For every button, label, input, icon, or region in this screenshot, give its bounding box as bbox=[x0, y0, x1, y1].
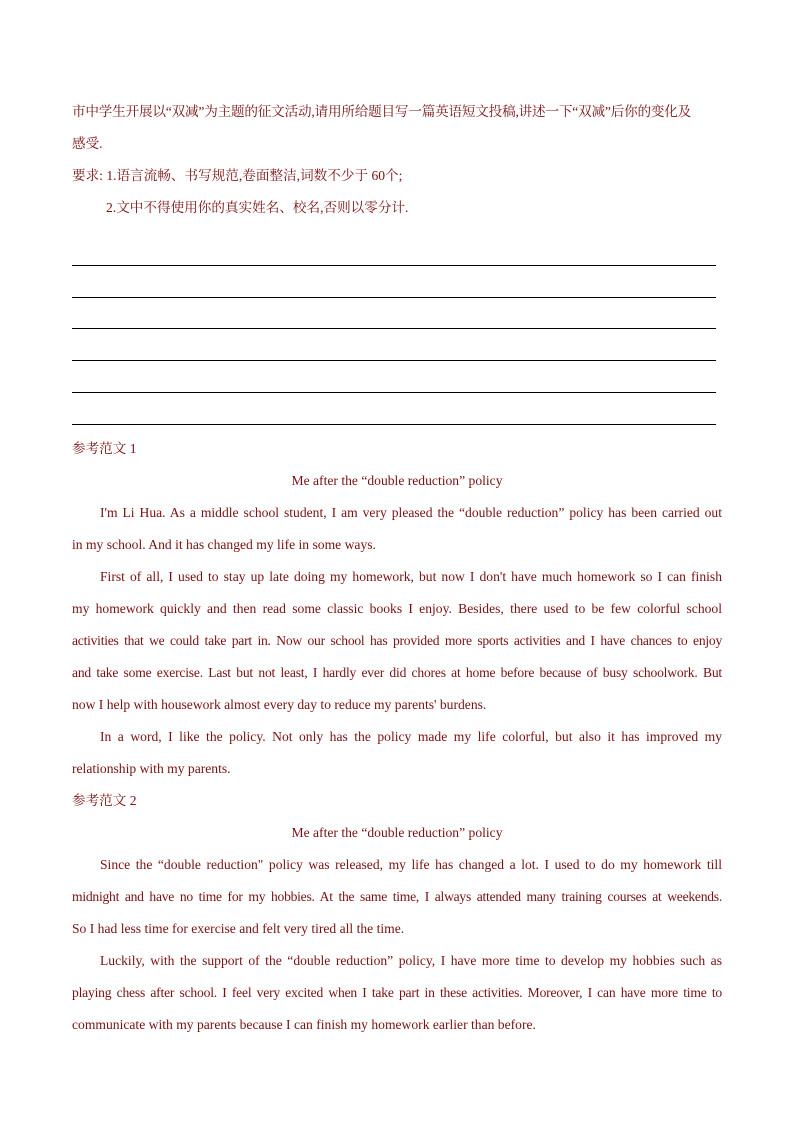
sample-1-line: my homework quickly and then read some classic books I enjoy. Besides, there used to be few colorful school bbox=[72, 600, 722, 616]
answer-line bbox=[72, 234, 716, 266]
sample-2-line: communicate with my parents because I can finish my homework earlier than before. bbox=[72, 1016, 536, 1032]
sample-essay-2 bbox=[72, 785, 722, 1041]
sample-1-line: and take some exercise. Last but not least, I hardly ever did chores at home before because of busy schoolwork. But bbox=[72, 664, 722, 680]
sample-essay-1 bbox=[72, 433, 722, 785]
sample-2-label: 参考范文 2 bbox=[72, 792, 137, 808]
answer-line bbox=[72, 393, 716, 425]
sample-2-line: Luckily, with the support of the “double reduction” policy, I have more time to develop my hobbies such as bbox=[100, 952, 722, 968]
answer-line bbox=[72, 266, 716, 298]
requirement-1: 要求: 1.语言流畅、书写规范,卷面整洁,词数不少于 60个; bbox=[72, 168, 403, 183]
sample-2-line: Since the “double reduction" policy was released, my life has changed a lot. I used to do my homework till bbox=[100, 856, 722, 872]
sample-1-line: I'm Li Hua. As a middle school student, I am very pleased the “double reduction” policy has been carried out bbox=[100, 504, 722, 520]
sample-2-line: So I had less time for exercise and felt very tired all the time. bbox=[72, 920, 405, 936]
sample-1-line: First of all, I used to stay up late doing my homework, but now I don't have much homework so I can finish bbox=[100, 568, 722, 584]
sample-1-label: 参考范文 1 bbox=[72, 440, 137, 456]
sample-1-line: activities that we could take part in. Now our school has provided more sports activities and I have chances to enjoy bbox=[72, 632, 722, 648]
sample-2-line: playing chess after school. I feel very excited when I take part in these activities. Moreover, I can have more time to bbox=[72, 984, 722, 1000]
sample-2-title: Me after the “double reduction” policy bbox=[291, 824, 503, 840]
answer-line bbox=[72, 361, 716, 393]
answer-line bbox=[72, 298, 716, 330]
document-page bbox=[72, 96, 722, 1041]
sample-1-title: Me after the “double reduction” policy bbox=[291, 472, 503, 488]
prompt-line-2: 感受. bbox=[72, 136, 103, 151]
sample-1-line: relationship with my parents. bbox=[72, 760, 231, 776]
prompt-line-1: 市中学生开展以“双减”为主题的征文活动,请用所给题目写一篇英语短文投稿,讲述一下“双减”后你的变化及 bbox=[72, 104, 692, 119]
sample-1-line: in my school. And it has changed my life in some ways. bbox=[72, 536, 376, 552]
answer-line bbox=[72, 329, 716, 361]
sample-1-line: In a word, I like the policy. Not only has the policy made my life colorful, but also it has improved my bbox=[100, 728, 722, 744]
answer-lines bbox=[72, 234, 722, 425]
requirement-2: 2.文中不得使用你的真实姓名、校名,否则以零分计. bbox=[106, 200, 409, 215]
sample-2-line: midnight and have no time for my hobbies. At the same time, I always attended many training courses at weekends. bbox=[72, 888, 722, 904]
sample-1-line: now I help with housework almost every day to reduce my parents' burdens. bbox=[72, 696, 487, 712]
